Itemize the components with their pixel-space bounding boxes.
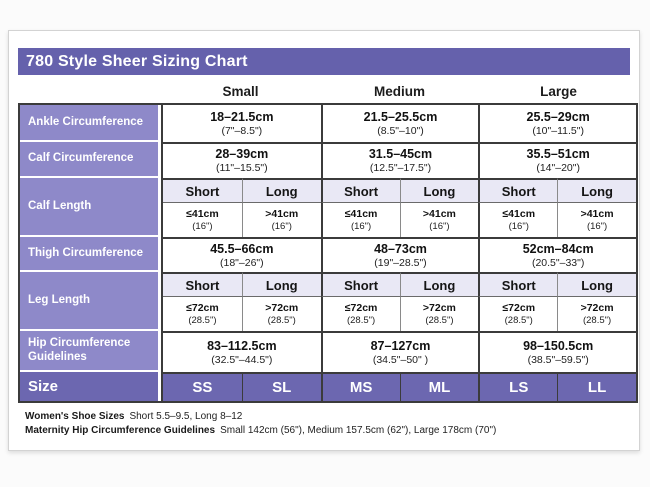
value-cm: ≤72cm <box>344 301 378 314</box>
row-label-calf-length: Calf Length <box>20 178 158 237</box>
value-in: (16") <box>508 220 529 232</box>
cell-calfcirc-small <box>163 142 321 178</box>
value-in: (14"–20") <box>536 162 580 175</box>
value-in: (19"–28.5") <box>374 256 427 269</box>
value-in: (16") <box>429 220 450 232</box>
size-cell-ss: SS <box>163 372 242 401</box>
row-label-size: Size <box>20 372 158 401</box>
value-in: (18"–26") <box>220 256 264 269</box>
value-in: (20.5"–33") <box>531 256 585 269</box>
value-cm: 31.5–45cm <box>368 147 433 162</box>
row-label-ankle: Ankle Circumference <box>20 105 158 142</box>
value-cm: >72cm <box>265 301 299 314</box>
value-cm: 28–39cm <box>215 147 269 162</box>
value-in: (7"–8.5") <box>221 124 263 137</box>
value-in: (16") <box>350 220 372 232</box>
value-cm: ≤41cm <box>186 207 219 220</box>
value-cm: 21.5–25.5cm <box>363 109 438 124</box>
value-in: (28.5") <box>267 314 296 326</box>
value-in: (10"–11.5") <box>532 124 584 137</box>
value-cm: ≤72cm <box>502 301 536 314</box>
subheader-leg-short-small: Short <box>163 272 242 296</box>
value-cm: 83–112.5cm <box>207 338 277 353</box>
subheader-calf-short-small: Short <box>163 178 242 202</box>
size-cell-ls: LS <box>478 372 557 401</box>
value-cm: 87–127cm <box>370 338 431 353</box>
column-header-large: Large <box>540 84 577 99</box>
value-in: (28.5") <box>346 314 376 326</box>
value-in: (38.5"–59.5") <box>527 353 589 366</box>
size-cell-sl: SL <box>242 372 321 401</box>
value-in: (12.5"–17.5") <box>369 162 432 175</box>
subheader-leg-long-small: Long <box>242 272 321 296</box>
cell-hip-large <box>478 331 636 372</box>
subheader-leg-short-medium: Short <box>321 272 400 296</box>
sizing-chart-card <box>8 30 640 451</box>
shoe-sizes-label: Women's Shoe Sizes <box>25 411 125 422</box>
value-in: (8.5"–10") <box>377 124 424 137</box>
value-cm: ≤72cm <box>186 301 219 314</box>
value-cm: >41cm <box>580 207 614 220</box>
value-cm: 18–21.5cm <box>210 109 274 124</box>
value-in: (28.5") <box>425 314 454 326</box>
value-in: (11"–15.5") <box>216 162 268 175</box>
value-cm: 45.5–66cm <box>210 241 274 256</box>
cell-leglength-short-medium <box>321 296 400 331</box>
cell-calflength-short-large <box>478 202 557 237</box>
subheader-calf-long-medium: Long <box>400 178 479 202</box>
cell-calflength-long-large <box>557 202 636 237</box>
value-cm: >72cm <box>580 301 614 314</box>
cell-calflength-long-small <box>242 202 321 237</box>
chart-title: 780 Style Sheer Sizing Chart <box>26 53 248 70</box>
maternity-label: Maternity Hip Circumference Guidelines <box>25 425 216 436</box>
cell-ankle-large <box>478 105 636 142</box>
value-in: (32.5"–44.5") <box>211 353 273 366</box>
cell-hip-medium <box>321 331 479 372</box>
size-cell-ms: MS <box>321 372 400 401</box>
value-cm: 35.5–51cm <box>526 147 590 162</box>
cell-thigh-medium <box>321 237 479 272</box>
subheader-calf-long-large: Long <box>557 178 636 202</box>
value-cm: ≤41cm <box>502 207 536 220</box>
maternity-text: Small 142cm (56"), Medium 157.5cm (62"), Large 178cm (70") <box>220 425 497 436</box>
cell-ankle-medium <box>321 105 479 142</box>
value-cm: >41cm <box>265 207 299 220</box>
column-header-small: Small <box>222 84 259 99</box>
column-header-medium: Medium <box>373 84 425 99</box>
maternity-note <box>25 424 639 438</box>
cell-leglength-short-large <box>478 296 557 331</box>
value-in: (16") <box>586 220 608 232</box>
cell-hip-small <box>163 331 321 372</box>
size-cell-ml: ML <box>400 372 479 401</box>
cell-leglength-long-medium <box>400 296 479 331</box>
cell-calfcirc-medium <box>321 142 479 178</box>
value-in: (16") <box>192 220 213 232</box>
value-cm: 52cm–84cm <box>522 241 594 256</box>
row-label-column <box>18 103 158 403</box>
value-in: (16") <box>271 220 292 232</box>
row-label-thigh: Thigh Circumference <box>20 237 158 272</box>
subheader-leg-long-medium: Long <box>400 272 479 296</box>
cell-thigh-large <box>478 237 636 272</box>
value-cm: 98–150.5cm <box>523 338 594 353</box>
footnotes <box>25 410 639 438</box>
cell-calfcirc-large <box>478 142 636 178</box>
subheader-calf-short-large: Short <box>478 178 557 202</box>
sizing-table <box>18 103 638 403</box>
value-cm: >72cm <box>422 301 456 314</box>
cell-calflength-long-medium <box>400 202 479 237</box>
value-cm: 25.5–29cm <box>526 109 590 124</box>
size-cell-ll: LL <box>557 372 636 401</box>
shoe-sizes-note <box>25 410 639 424</box>
cell-leglength-long-small <box>242 296 321 331</box>
subheader-leg-short-large: Short <box>478 272 557 296</box>
row-label-calf-circ: Calf Circumference <box>20 142 158 178</box>
chart-title-bar <box>18 48 630 75</box>
shoe-sizes-text: Short 5.5–9.5, Long 8–12 <box>129 411 243 422</box>
subheader-leg-long-large: Long <box>557 272 636 296</box>
value-cm: >41cm <box>422 207 456 220</box>
cell-calflength-short-medium <box>321 202 400 237</box>
value-in: (28.5") <box>582 314 612 326</box>
cell-calflength-short-small <box>163 202 242 237</box>
value-cm: ≤41cm <box>344 207 378 220</box>
value-in: (28.5") <box>504 314 533 326</box>
value-in: (34.5"–50" ) <box>372 353 429 366</box>
value-cm: 48–73cm <box>374 241 427 256</box>
cell-thigh-small <box>163 237 321 272</box>
row-label-hip: Hip Circumference Guidelines <box>20 331 158 372</box>
value-in: (28.5") <box>188 314 217 326</box>
row-label-leg-length: Leg Length <box>20 272 158 331</box>
cell-ankle-small <box>163 105 321 142</box>
cell-leglength-short-small <box>163 296 242 331</box>
subheader-calf-short-medium: Short <box>321 178 400 202</box>
size-header-row <box>18 80 638 103</box>
cell-leglength-long-large <box>557 296 636 331</box>
subheader-calf-long-small: Long <box>242 178 321 202</box>
sizing-data-grid <box>161 103 638 403</box>
